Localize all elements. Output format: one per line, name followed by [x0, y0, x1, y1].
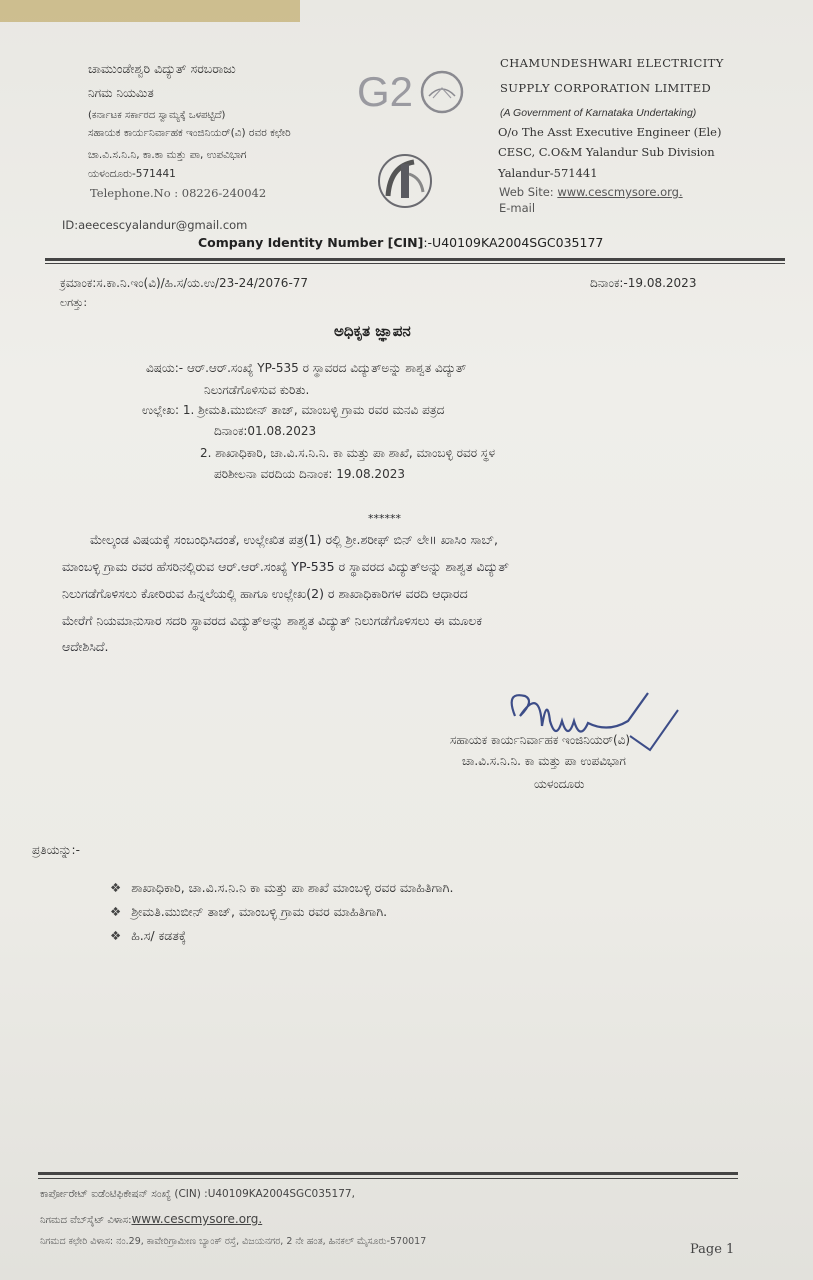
copy-to-item [110, 904, 387, 920]
email-id: ID:aeecescyalandur@gmail.com [62, 218, 248, 232]
website-link[interactable]: www.cescmysore.org. [557, 185, 683, 199]
header-rule-thin [45, 263, 785, 264]
footer-website-link[interactable]: www.cescmysore.org. [131, 1212, 263, 1226]
signatory-designation: ಸಹಾಯಕ ಕಾರ್ಯನಿರ್ವಾಹಕ ಇಂಜಿನಿಯರ್(ವಿ) [450, 733, 631, 747]
body-line-2: ಮಾಂಬಳ್ಳಿ ಗ್ರಾಮ ರವರ ಹೆಸರಿನಲ್ಲಿರುವ ಆರ್.ಆರ್.ಸಂಖ್ಯೆ YP-535 ರ ಸ್ಥಾವರದ ವಿದ್ಯುತ್‌ಅನ್ನು ಶಾಶ್ವತ ವಿದ್ಯುತ್ [62, 559, 509, 574]
footer-registered-office: ನಿಗಮದ ಕಛೇರಿ ವಿಳಾಸ: ನಂ.29, ಕಾವೇರಿಗ್ರಾಮೀಣ ಬ್ಯಾಂಕ್ ರಸ್ತೆ, ವಿಜಯನಗರ, 2 ನೇ ಹಂತ, ಹಿನಕಲ್ ಮೈಸೂರು-570017 [40, 1236, 427, 1247]
header-rule-thick [45, 258, 785, 261]
body-line-3: ನಿಲುಗಡೆಗೊಳಿಸಲು ಕೋರಿರುವ ಹಿನ್ನಲೆಯಲ್ಲಿ ಹಾಗೂ ಉಲ್ಲೇಖ(2) ರ ಶಾಖಾಧಿಕಾರಿಗಳ ವರದಿ ಆಧಾರದ [62, 586, 468, 601]
footer-rule-thin [38, 1178, 738, 1179]
footer-cin: ಕಾರ್ಪೋರೇಟ್ ಐಡೆಂಟಿಫಿಕೇಷನ್ ಸಂಖ್ಯೆ (CIN) :U40109KA2004SGC035177, [40, 1188, 355, 1200]
website-label: Web Site: [499, 185, 554, 199]
copy-to-item-text: ಶ್ರೀಮತಿ.ಮುಬೀನ್ ತಾಜ್, ಮಾಂಬಳ್ಳಿ ಗ್ರಾಮ ರವರ ಮಾಹಿತಿಗಾಗಿ. [131, 904, 388, 919]
letter-date: ದಿನಾಂಕ:-19.08.2023 [590, 276, 697, 290]
govt-undertaking-en: (A Government of Karnataka Undertaking) [500, 107, 697, 119]
cin-bracket: [CIN] [387, 235, 424, 250]
org-name-en-1: CHAMUNDESHWARI ELECTRICITY [500, 56, 724, 70]
bullet-icon: ❖ [110, 880, 122, 895]
subject-line-2: ನಿಲುಗಡೆಗೊಳಿಸುವ ಕುರಿತು. [204, 383, 310, 397]
org-name-kn-1: ಚಾಮುಂಡೇಶ್ವರಿ ವಿದ್ಯುತ್ ಸರಬರಾಜು [88, 61, 236, 76]
cin-row [198, 235, 603, 250]
copy-to-item [110, 880, 453, 896]
footer-rule-thick [38, 1172, 738, 1175]
telephone: Telephone.No : 08226-240042 [90, 186, 267, 200]
body-line-4: ಮೇರೆಗೆ ನಿಯಮಾನುಸಾರ ಸದರಿ ಸ್ಥಾವರದ ವಿದ್ಯುತ್‌ಅನ್ನು ಶಾಶ್ವತ ವಿದ್ಯುತ್ ನಿಲುಗಡೆಗೊಳಿಸಲು ಈ ಮೂಲಕ [62, 613, 482, 628]
cin-label: Company Identity Number [198, 235, 388, 250]
email-label: E-mail [499, 201, 536, 215]
office-kn: ಸಹಾಯಕ ಕಾರ್ಯನಿರ್ವಾಹಕ ಇಂಜಿನಿಯರ್(ವಿ) ರವರ ಕಛೇರಿ [88, 127, 291, 139]
top-edge-strip [0, 0, 300, 22]
org-name-en-2: SUPPLY CORPORATION LIMITED [500, 81, 712, 95]
subject-line-1: ವಿಷಯ:- ಆರ್.ಆರ್.ಸಂಖ್ಯೆ YP-535 ರ ಸ್ಥಾವರದ ವಿದ್ಯುತ್‌ಅನ್ನು ಶಾಶ್ವತ ವಿದ್ಯುತ್ [146, 361, 467, 375]
copy-to-item-text: ಶಾಖಾಧಿಕಾರಿ, ಚಾ.ವಿ.ಸ.ನಿ.ನಿ ಕಾ ಮತ್ತು ಪಾ ಶಾಖೆ ಮಾಂಬಳ್ಳಿ ರವರ ಮಾಹಿತಿಗಾಗಿ. [131, 880, 454, 895]
reference-2-line-1: 2. ಶಾಖಾಧಿಕಾರಿ, ಚಾ.ವಿ.ಸ.ನಿ.ನಿ. ಕಾ ಮತ್ತು ಪಾ ಶಾಖೆ, ಮಾಂಬಳ್ಳಿ ರವರ ಸ್ಥಳ [200, 446, 495, 460]
city-kn: ಯಳಂದೂರು-571441 [88, 168, 176, 180]
cin-number: :-U40109KA2004SGC035177 [423, 235, 604, 250]
cesc-logo-icon [374, 152, 436, 210]
copy-to-item [110, 928, 186, 944]
bullet-icon: ❖ [110, 904, 122, 919]
page-title: ಅಧಿಕೃತ ಜ್ಞಾಪನ [334, 322, 411, 340]
g20-logo-text: G2 [357, 68, 414, 115]
reference-2-line-2: ಪರಿಶೀಲನಾ ವರದಿಯ ದಿನಾಂಕ: 19.08.2023 [214, 467, 405, 481]
signatory-office: ಚಾ.ವಿ.ಸ.ನಿ.ನಿ. ಕಾ ಮತ್ತು ಪಾ ಉಪವಿಭಾಗ [462, 754, 626, 768]
reference-1-line-2: ದಿನಾಂಕ:01.08.2023 [214, 424, 317, 438]
reference-1-line-1: ಉಲ್ಲೇಖ: 1. ಶ್ರೀಮತಿ.ಮುಬೀನ್ ತಾಜ್, ಮಾಂಬಳ್ಳಿ ಗ್ರಾಮ ರವರ ಮನವಿ ಪತ್ರದ [142, 403, 445, 417]
city-en: Yalandur-571441 [498, 166, 598, 180]
copy-to-item-text: ಹಿ.ಸ/ ಕಡತಕ್ಕೆ [131, 928, 187, 943]
office-en: O/o The Asst Executive Engineer (Ele) [498, 125, 722, 139]
enclosure-label: ಲಗತ್ತು: [60, 296, 88, 309]
reference-number: ಕ್ರಮಾಂಕ:ಸ.ಕಾ.ನಿ.ಇಂ(ವಿ)/ಹಿ.ಸ/ಯ.ಉ/23-24/2076-77 [60, 276, 309, 290]
g20-logo-icon [355, 62, 470, 122]
copy-to-label: ಪ್ರತಿಯನ್ನು:- [32, 843, 80, 857]
separator-stars: ****** [368, 512, 401, 525]
body-line-5: ಆದೇಶಿಸಿದೆ. [62, 639, 109, 654]
body-line-1: ಮೇಲ್ಕಂಡ ವಿಷಯಕ್ಕೆ ಸಂಬಂಧಿಸಿದಂತೆ, ಉಲ್ಲೇಖಿತ ಪತ್ರ(1) ರಲ್ಲಿ ಶ್ರೀ.ಶರೀಫ್ ಬಿನ್ ಲೇ॥ ಖಾಸಿಂ ಸಾಬ್, [90, 532, 499, 547]
signatory-place: ಯಳಂದೂರು [534, 777, 585, 791]
bullet-icon: ❖ [110, 928, 122, 943]
subdivision-kn: ಚಾ.ವಿ.ಸ.ನಿ.ನಿ, ಕಾ.ಕಾ ಮತ್ತು ಪಾ, ಉಪವಿಭಾಗ [88, 149, 247, 161]
footer-address: ನಿಗಮದ ವೆಬ್‌ಸೈಟ್ ವಿಳಾಸ: [40, 1215, 132, 1226]
govt-undertaking-kn: (ಕರ್ನಾಟಕ ಸರ್ಕಾರದ ಸ್ವಾಮ್ಯಕ್ಕೆ ಒಳಪಟ್ಟಿದೆ) [88, 110, 226, 121]
footer-address-row [40, 1212, 262, 1226]
page-number: Page 1 [690, 1242, 735, 1257]
subdivision-en: CESC, C.O&M Yalandur Sub Division [498, 145, 715, 159]
website-row [499, 185, 683, 199]
org-name-kn-2: ನಿಗಮ ನಿಯಮಿತ [88, 86, 154, 100]
